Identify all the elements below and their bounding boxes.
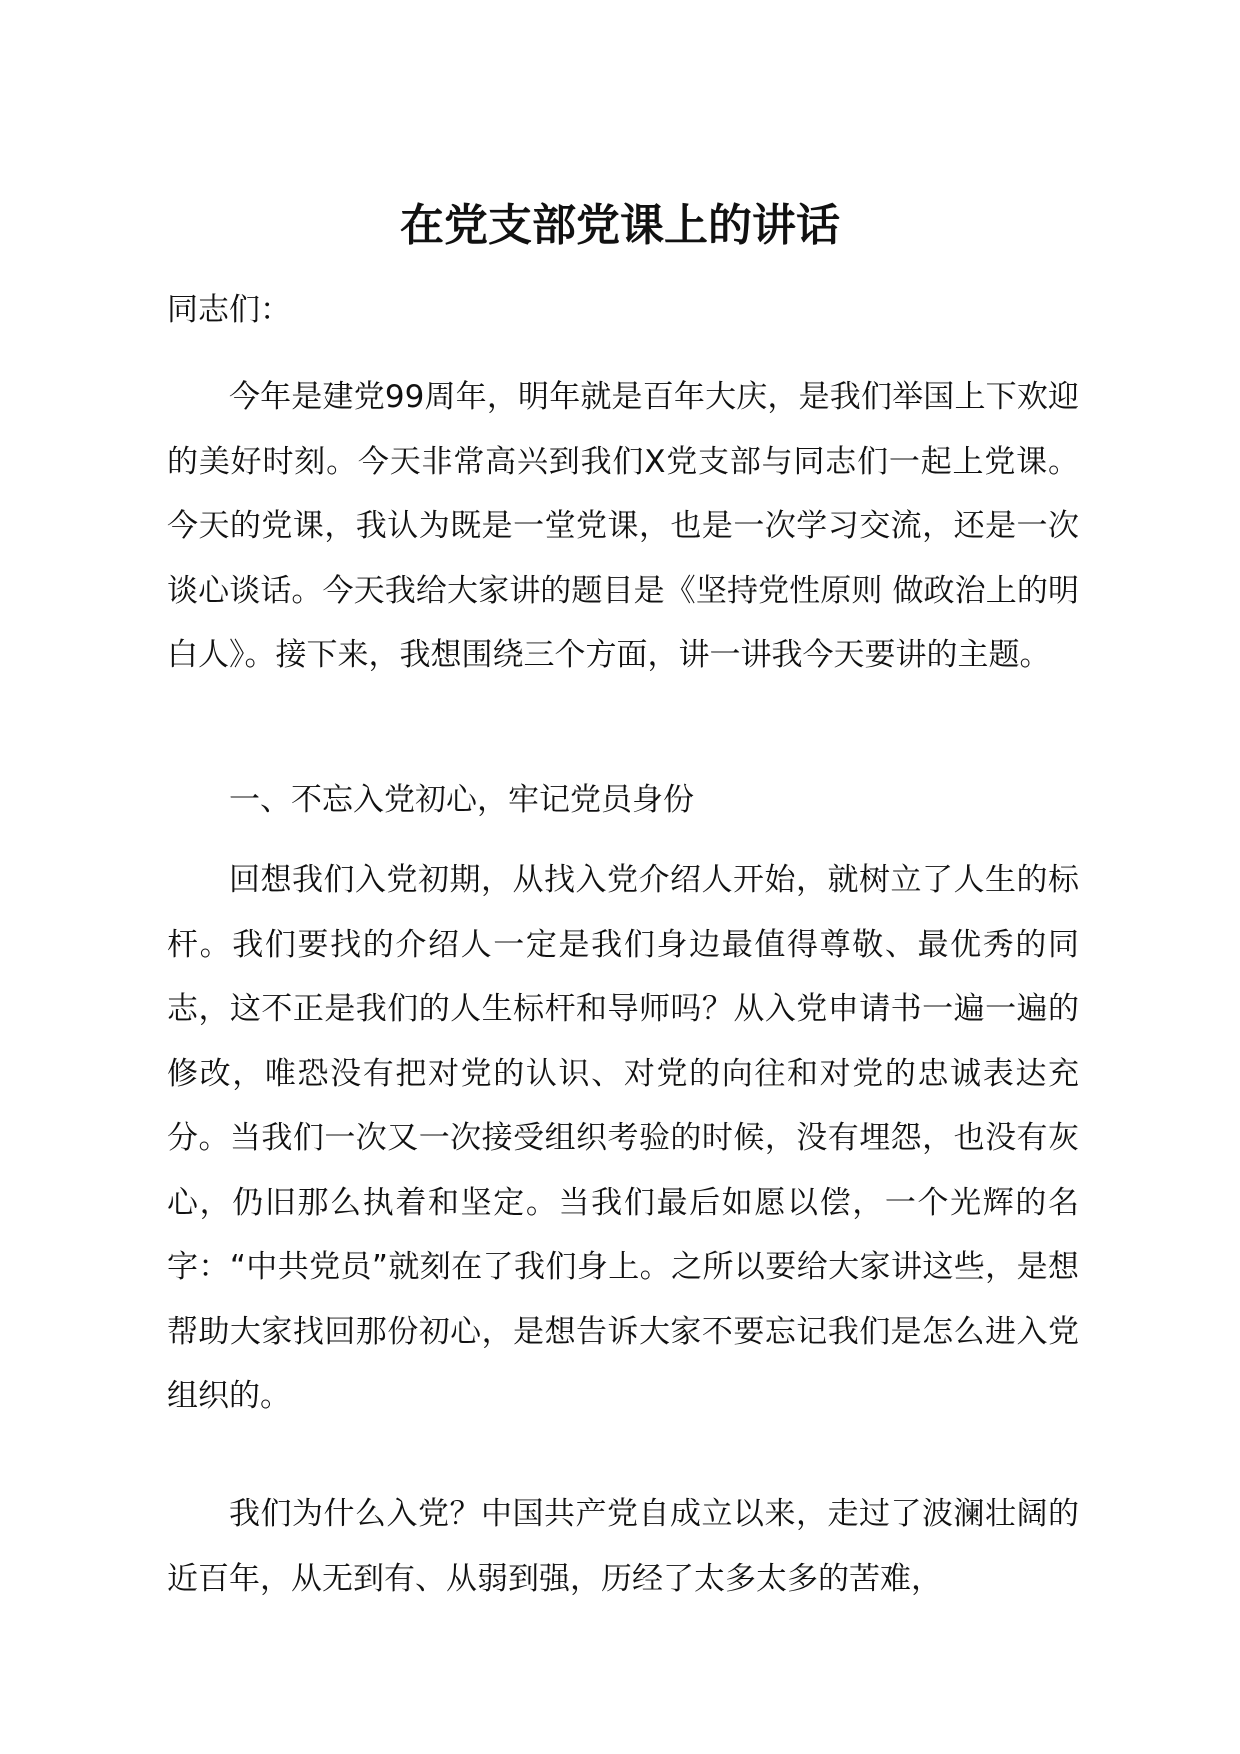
section-heading-1: 一、不忘入党初心，牢记党员身份 bbox=[229, 782, 694, 818]
salutation: 同志们： bbox=[167, 292, 291, 328]
paragraph-why-join-party: 我们为什么入党？中国共产党自成立以来，走过了波澜壮阔的近百年，从无到有、从弱到强，历经了太多太多的苦难， bbox=[167, 1496, 1079, 1597]
paragraph-initial-aspiration: 回想我们入党初期，从找入党介绍人开始，就树立了人生的标杆。我们要找的介绍人一定是我们身边最值得尊敬、最优秀的同志，这不正是我们的人生标杆和导师吗？从入党申请书一遍一遍的修改，唯恐没有把对党的认识、对党的向往和对党的忠诚表达充分。当我们一次又一次接受组织考验的时候，没有埋怨，也没有灰心，仍旧那么执着和坚定。当我们最后如愿以偿，一个光辉的名字：“中共党员”就刻在了我们身上。之所以要给大家讲这些，是想帮助大家找回那份初心，是想告诉大家不要忘记我们是怎么进入党组织的。 bbox=[167, 862, 1079, 1414]
paragraph-intro: 今年是建党99周年，明年就是百年大庆，是我们举国上下欢迎的美好时刻。今天非常高兴到我们X党支部与同志们一起上党课。今天的党课，我认为既是一堂党课，也是一次学习交流，还是一次谈心谈话。今天我给大家讲的题目是《坚持党性原则 做政治上的明白人》。接下来，我想围绕三个方面，讲一讲我今天要讲的主题。 bbox=[167, 379, 1079, 673]
document-title: 在党支部党课上的讲话 bbox=[400, 200, 840, 251]
